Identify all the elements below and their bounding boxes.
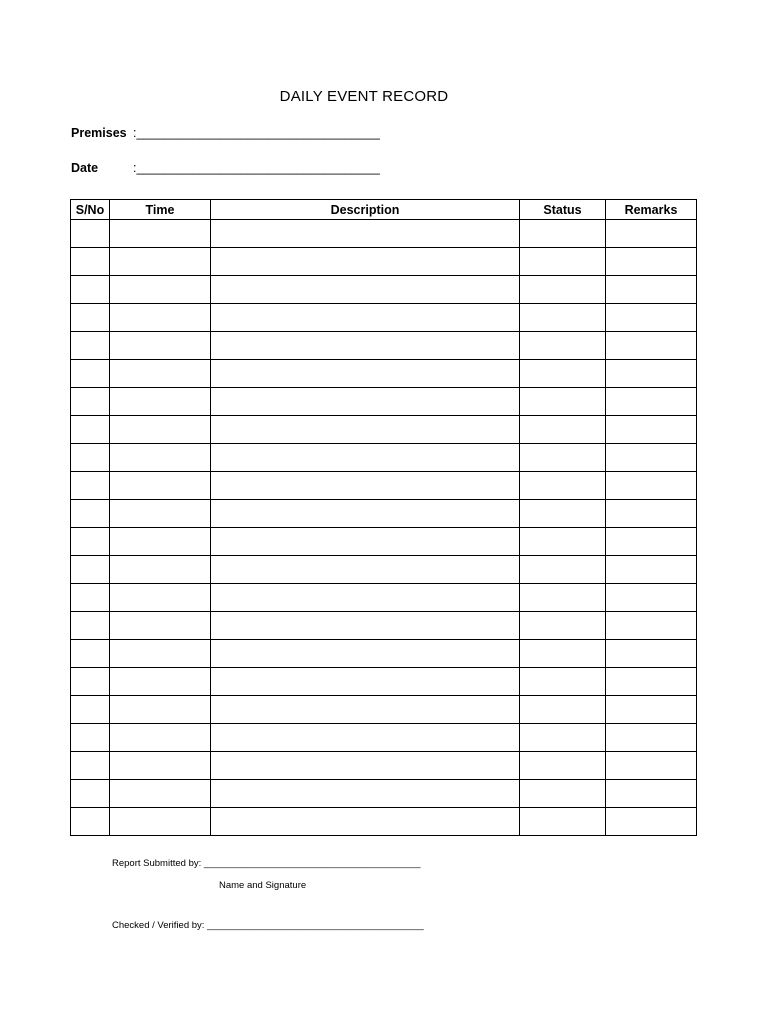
- cell-time[interactable]: [110, 584, 211, 612]
- cell-status[interactable]: [520, 416, 606, 444]
- table-row: [71, 332, 697, 360]
- table-header-row: [71, 200, 697, 220]
- cell-sno[interactable]: [71, 556, 110, 584]
- cell-time[interactable]: [110, 724, 211, 752]
- header-sno: S/No: [71, 200, 110, 220]
- cell-time[interactable]: [110, 668, 211, 696]
- cell-status[interactable]: [520, 724, 606, 752]
- cell-description[interactable]: [211, 724, 520, 752]
- cell-remarks[interactable]: [606, 304, 697, 332]
- cell-time[interactable]: [110, 304, 211, 332]
- cell-remarks[interactable]: [606, 584, 697, 612]
- cell-sno[interactable]: [71, 724, 110, 752]
- table-row: [71, 808, 697, 836]
- date-label: Date: [71, 161, 99, 175]
- cell-description[interactable]: [211, 556, 520, 584]
- premises-field: [71, 126, 380, 140]
- event-log-table: [70, 199, 697, 836]
- premises-label: Premises: [71, 126, 127, 140]
- cell-sno[interactable]: [71, 220, 110, 248]
- cell-status[interactable]: [520, 696, 606, 724]
- cell-status[interactable]: [520, 584, 606, 612]
- table-row: [71, 780, 697, 808]
- cell-time[interactable]: [110, 612, 211, 640]
- cell-description[interactable]: [211, 332, 520, 360]
- submitted-by-field: [112, 858, 421, 869]
- cell-remarks[interactable]: [606, 640, 697, 668]
- table-row: [71, 724, 697, 752]
- cell-sno[interactable]: [71, 248, 110, 276]
- cell-description[interactable]: [211, 360, 520, 388]
- cell-remarks[interactable]: [606, 696, 697, 724]
- cell-status[interactable]: [520, 612, 606, 640]
- cell-remarks[interactable]: [606, 472, 697, 500]
- table-row: [71, 416, 697, 444]
- header-time: Time: [110, 200, 211, 220]
- cell-time[interactable]: [110, 388, 211, 416]
- cell-time[interactable]: [110, 360, 211, 388]
- cell-sno[interactable]: [71, 612, 110, 640]
- cell-status[interactable]: [520, 668, 606, 696]
- date-blank-line[interactable]: :___________________________________: [133, 161, 380, 175]
- cell-time[interactable]: [110, 696, 211, 724]
- header-description: Description: [211, 200, 520, 220]
- cell-remarks[interactable]: [606, 248, 697, 276]
- checked-verified-by-field: [112, 920, 424, 931]
- cell-description[interactable]: [211, 276, 520, 304]
- cell-remarks[interactable]: [606, 416, 697, 444]
- cell-sno[interactable]: [71, 780, 110, 808]
- table-row: [71, 472, 697, 500]
- name-and-signature-caption: Name and Signature: [219, 880, 307, 891]
- cell-sno[interactable]: [71, 360, 110, 388]
- cell-description[interactable]: [211, 752, 520, 780]
- cell-status[interactable]: [520, 500, 606, 528]
- cell-time[interactable]: [110, 416, 211, 444]
- cell-time[interactable]: [110, 444, 211, 472]
- cell-status[interactable]: [520, 332, 606, 360]
- date-field: [71, 161, 380, 175]
- cell-remarks[interactable]: [606, 444, 697, 472]
- cell-sno[interactable]: [71, 584, 110, 612]
- cell-status[interactable]: [520, 528, 606, 556]
- cell-description[interactable]: [211, 220, 520, 248]
- cell-remarks[interactable]: [606, 780, 697, 808]
- table-row: [71, 696, 697, 724]
- cell-remarks[interactable]: [606, 528, 697, 556]
- table-row: [71, 304, 697, 332]
- cell-status[interactable]: [520, 556, 606, 584]
- cell-description[interactable]: [211, 388, 520, 416]
- table-row: [71, 220, 697, 248]
- table-row: [71, 388, 697, 416]
- cell-status[interactable]: [520, 640, 606, 668]
- table-row: [71, 584, 697, 612]
- checked-verified-by-label: Checked / Verified by:: [112, 920, 205, 931]
- cell-description[interactable]: [211, 500, 520, 528]
- cell-sno[interactable]: [71, 808, 110, 836]
- cell-remarks[interactable]: [606, 808, 697, 836]
- cell-sno[interactable]: [71, 500, 110, 528]
- cell-time[interactable]: [110, 276, 211, 304]
- table-row: [71, 556, 697, 584]
- table-row: [71, 276, 697, 304]
- cell-description[interactable]: [211, 584, 520, 612]
- cell-status[interactable]: [520, 304, 606, 332]
- table-row: [71, 360, 697, 388]
- cell-status[interactable]: [520, 360, 606, 388]
- cell-time[interactable]: [110, 500, 211, 528]
- form-title: DAILY EVENT RECORD: [279, 88, 449, 105]
- cell-description[interactable]: [211, 612, 520, 640]
- cell-sno[interactable]: [71, 668, 110, 696]
- cell-time[interactable]: [110, 332, 211, 360]
- cell-sno[interactable]: [71, 640, 110, 668]
- cell-remarks[interactable]: [606, 752, 697, 780]
- cell-sno[interactable]: [71, 416, 110, 444]
- cell-status[interactable]: [520, 248, 606, 276]
- cell-description[interactable]: [211, 444, 520, 472]
- cell-time[interactable]: [110, 248, 211, 276]
- cell-status[interactable]: [520, 220, 606, 248]
- table-row: [71, 668, 697, 696]
- table-row: [71, 248, 697, 276]
- cell-time[interactable]: [110, 780, 211, 808]
- checked-verified-by-blank-line[interactable]: _________________________________________: [207, 920, 424, 931]
- cell-status[interactable]: [520, 808, 606, 836]
- cell-sno[interactable]: [71, 332, 110, 360]
- table-row: [71, 640, 697, 668]
- cell-description[interactable]: [211, 808, 520, 836]
- table-row: [71, 752, 697, 780]
- cell-status[interactable]: [520, 472, 606, 500]
- cell-sno[interactable]: [71, 528, 110, 556]
- cell-remarks[interactable]: [606, 556, 697, 584]
- cell-remarks[interactable]: [606, 220, 697, 248]
- cell-sno[interactable]: [71, 696, 110, 724]
- cell-description[interactable]: [211, 416, 520, 444]
- cell-description[interactable]: [211, 696, 520, 724]
- header-status: Status: [520, 200, 606, 220]
- table-body: [71, 220, 697, 836]
- cell-description[interactable]: [211, 472, 520, 500]
- cell-time[interactable]: [110, 752, 211, 780]
- cell-description[interactable]: [211, 304, 520, 332]
- cell-status[interactable]: [520, 388, 606, 416]
- cell-remarks[interactable]: [606, 612, 697, 640]
- cell-remarks[interactable]: [606, 500, 697, 528]
- cell-remarks[interactable]: [606, 668, 697, 696]
- cell-status[interactable]: [520, 780, 606, 808]
- cell-time[interactable]: [110, 640, 211, 668]
- cell-sno[interactable]: [71, 472, 110, 500]
- cell-status[interactable]: [520, 276, 606, 304]
- premises-blank-line[interactable]: :___________________________________: [133, 126, 380, 140]
- cell-sno[interactable]: [71, 276, 110, 304]
- table-row: [71, 500, 697, 528]
- cell-status[interactable]: [520, 752, 606, 780]
- cell-time[interactable]: [110, 528, 211, 556]
- table-row: [71, 528, 697, 556]
- cell-remarks[interactable]: [606, 388, 697, 416]
- table-row: [71, 612, 697, 640]
- cell-time[interactable]: [110, 808, 211, 836]
- cell-sno[interactable]: [71, 752, 110, 780]
- cell-remarks[interactable]: [606, 332, 697, 360]
- cell-time[interactable]: [110, 220, 211, 248]
- table-row: [71, 444, 697, 472]
- cell-description[interactable]: [211, 668, 520, 696]
- cell-description[interactable]: [211, 528, 520, 556]
- submitted-by-blank-line[interactable]: _________________________________________: [203, 858, 421, 869]
- cell-remarks[interactable]: [606, 360, 697, 388]
- cell-remarks[interactable]: [606, 276, 697, 304]
- cell-description[interactable]: [211, 248, 520, 276]
- cell-time[interactable]: [110, 472, 211, 500]
- cell-description[interactable]: [211, 780, 520, 808]
- submitted-by-label: Report Submitted by:: [112, 858, 202, 869]
- cell-time[interactable]: [110, 556, 211, 584]
- cell-sno[interactable]: [71, 388, 110, 416]
- cell-sno[interactable]: [71, 444, 110, 472]
- cell-remarks[interactable]: [606, 724, 697, 752]
- cell-description[interactable]: [211, 640, 520, 668]
- header-remarks: Remarks: [606, 200, 697, 220]
- cell-status[interactable]: [520, 444, 606, 472]
- cell-sno[interactable]: [71, 304, 110, 332]
